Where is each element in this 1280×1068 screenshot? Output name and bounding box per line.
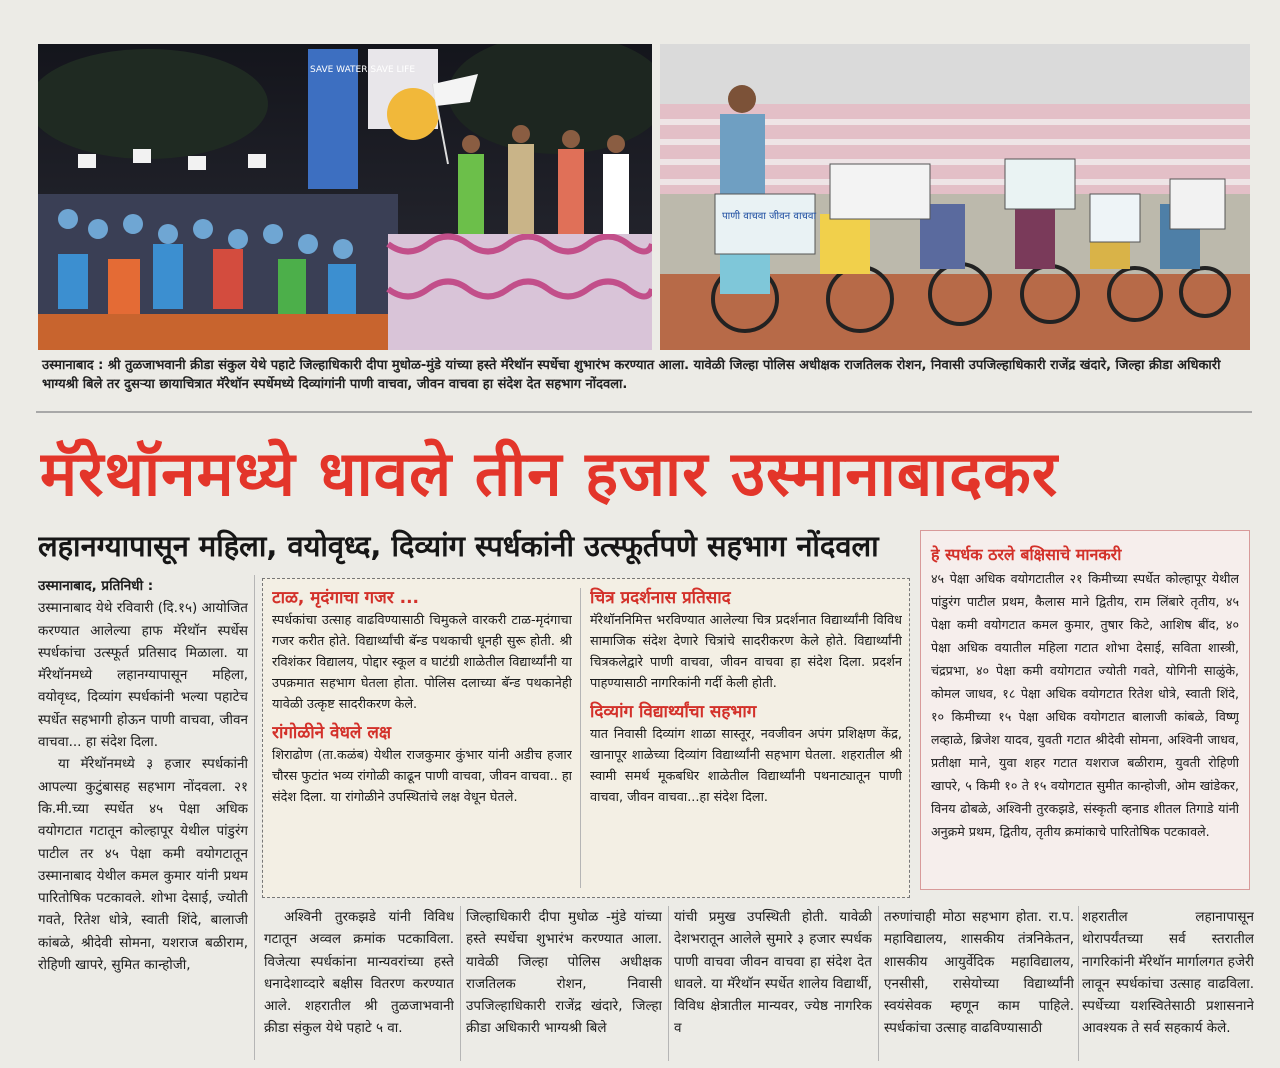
caption-text: श्री तुळजाभवानी क्रीडा संकुल येथे पहाटे जिल्हाधिकारी दीपा मुधोळ-मुंडे यांच्या हस्ते मॅरेथॉन स्पर्धेचा शुभारंभ करण्यात आला. यावेळी जिल्हा पोलिस अधीक्षक राजतिलक रोशन, निवासी उपजिल्हाधिकारी राजेंद्र खंदारे, जिल्हा क्रीडा अधिकारी भाग्यश्री बिले तर दुसऱ्या छायाचित्रात मॅरेथॉन स्पर्धेमध्ये दिव्यांगांनी पाणी वाचवा, जीवन वाचवा हा संदेश देत सहभाग नोंदवला. (42, 358, 1221, 392)
caption-place: उस्मानाबाद : (42, 358, 104, 373)
bottom-column-5 (1082, 906, 1254, 1061)
lead-paragraph-2: या मॅरेथॉनमध्ये ३ हजार स्पर्धकांनी आपल्या कुटुंबासह सहभाग नोंदवला. २१ कि.मी.च्या स्पर्धेत ४५ पेक्षा अधिक वयोगटात गटातून कोल्हापूर येथील पांडुरंग पाटील तर ४५ पेक्षा कमी वयोगटातून उस्मानाबाद येथील कमल कुमार यांनी प्रथम पारितोषिक पटकावले. शोभा देसाई, ज्योती गवते, रितेश धोत्रे, स्वाती शिंदे, बालाजी कांबळे, श्रीदेवी सोमना, यशराज बळीराम, रोहिणी खापरे, सुमित कान्होजी, (38, 756, 248, 974)
bottom-col-2-text: जिल्हाधिकारी दीपा मुधोळ -मुंडे यांच्या हस्ते स्पर्धेचा शुभारंभ करण्यात आला. यावेळी जिल्हा पोलिस अधीक्षक राजतिलक रोशन, निवासी उपजिल्हाधिकारी राजेंद्र खंदारे, जिल्हा क्रीडा अधिकारी भाग्यश्री बिले (466, 909, 662, 1037)
top-divider (36, 411, 1252, 413)
bottom-col-3-text: यांची प्रमुख उपस्थिती होती. यावेळी देशभरातून आलेले सुमारे ३ हजार स्पर्धक पाणी वाचवा जीवन वाचवा हा संदेश देत धावले. या मॅरेथॉन स्पर्धेत शालेय विद्यार्थी, विविध क्षेत्रातील मान्यवर, ज्येष्ठ नागरिक व (674, 909, 872, 1037)
box-divider (580, 588, 581, 888)
photo-divyang-participants (660, 44, 1250, 350)
bottom-column-2 (466, 906, 662, 1061)
box1-title: टाळ, मृदंगाचा गजर ... (272, 588, 419, 608)
bottom-column-1 (264, 906, 454, 1061)
subheadline: लहानग्यापासून महिला, वयोवृध्द, दिव्यांग स्पर्धकांनी उत्स्फूर्तपणे सहभाग नोंदवला (38, 529, 879, 563)
column-divider-2 (460, 906, 461, 1061)
box1-text: स्पर्धकांचा उत्साह वाढविण्यासाठी चिमुकले वारकरी टाळ-मृदंगाचा गजर करीत होते. विद्यार्थ्यांची बॅन्ड पथकाची धूनही सुरू होती. श्री रविशंकर विद्यालय, पोद्दार स्कूल व घाटंग्री शाळेतील विद्यार्थ्यांनी या उपक्रमात सहभाग घेतला होता. पोलिस दलाच्या बॅन्ड पथकानेही यावेळी उत्कृष्ट सादरीकरण केले. (272, 613, 572, 712)
bottom-column-3 (674, 906, 872, 1061)
box2-title: चित्र प्रदर्शनास प्रतिसाद (590, 588, 731, 608)
bottom-column-4 (884, 906, 1074, 1061)
photo-divyang-participants-illustration (660, 44, 1250, 350)
lead-paragraph-1: उस्मानाबाद येथे रविवारी (दि.१५) आयोजित करण्यात आलेल्या हाफ मॅरेथॉन स्पर्धेस स्पर्धकांचा उत्स्फूर्त प्रतिसाद मिळाला. या मॅरेथॉनमध्ये लहानग्यापासून महिला, वयोवृध्द, दिव्यांग स्पर्धकांनी भल्या पहाटेच स्पर्धेत सहभागी होऊन पाणी वाचवा, जीवन वाचवा... हा संदेश दिला. (38, 600, 248, 751)
box1-content (272, 586, 572, 891)
box2-content (590, 586, 902, 891)
column-divider-3 (668, 906, 669, 1061)
box2-text: मॅरेथॉननिमित्त भरविण्यात आलेल्या चित्र प्रदर्शनात विद्यार्थ्यांनी विविध सामाजिक संदेश देणारे चित्रांचे सादरीकरण केले होते. विद्यार्थ्यांनी चित्रकलेद्वारे पाणी वाचवा, जीवन वाचवा हा संदेश दिला. प्रदर्शन पाहण्यासाठी नागरिकांनी गर्दी केली होती. (590, 613, 902, 691)
box2-title2: दिव्यांग विद्यार्थ्यांचा सहभाग (590, 702, 757, 722)
winners-title: हे स्पर्धक ठरले बक्षिसाचे मानकरी (931, 545, 1122, 564)
placard-save-water: पाणी वाचवा जीवन वाचवा (722, 211, 817, 222)
column-divider-4 (878, 906, 879, 1061)
box1-text2: शिराढोण (ता.कळंब) येथील राजकुमार कुंभार यांनी अडीच हजार चौरस फुटांत भव्य रांगोळी काढून पाणी वाचवा, जीवन वाचवा.. हा संदेश दिला. या रांगोळीने उपस्थितांचे लक्ष वेधून घेतले. (272, 748, 572, 805)
box1-title2: रांगोळीने वेधले लक्ष (272, 723, 392, 743)
bottom-col-5-text: शहरातील लहानापासून थोरापर्यंतच्या सर्व स्तरातील नागरिकांनी मॅरेथॉन मार्गालगत हजेरी लावून स्पर्धकांचा उत्साह वाढविला. स्पर्धेच्या यशस्वितेसाठी प्रशासनाने आवश्यक ते सर्व सहकार्य केले. (1082, 909, 1254, 1037)
banner-save-water: SAVE WATER SAVE LIFE (310, 65, 416, 75)
bottom-col-4-text: तरुणांचाही मोठा सहभाग होता. रा.प. महाविद्यालय, शासकीय तंत्रनिकेतन, शासकीय आयुर्वेदिक महाविद्यालय, एनसीसी, रासेयोच्या विद्यार्थ्यांनी स्वयंसेवक म्हणून काम पाहिले. स्पर्धकांचा उत्साह वाढविण्यासाठी (884, 909, 1074, 1037)
lead-column (38, 575, 248, 1060)
column-divider-5 (1078, 906, 1079, 1061)
bottom-col-1-text: अश्विनी तुरकझडे यांनी विविध गटातून अव्वल क्रमांक पटकाविला. विजेत्या स्पर्धकांना मान्यवरांच्या हस्ते धनादेशाव्दारे बक्षीस वितरण करण्यात आले. शहरातील श्री तुळजाभवानी क्रीडा संकुल येथे पहाटे ५ वा. (264, 909, 454, 1037)
photo-caption (42, 356, 1252, 398)
headline: मॅरेथॉनमध्ये धावले तीन हजार उस्मानाबादकर (40, 438, 1059, 510)
winners-box (920, 530, 1250, 890)
box2-text2: यात निवासी दिव्यांग शाळा सास्तूर, नवजीवन अपंग प्रशिक्षण केंद्र, खानापूर शाळेच्या दिव्यांग विद्यार्थ्यांनी सहभाग घेतला. शहरातील श्री स्वामी समर्थ मूकबधिर शाळेतील विद्यार्थ्यांनी पथनाट्यातून पाणी वाचवा, जीवन वाचवा...हा संदेश दिला. (590, 727, 902, 805)
column-divider-1 (254, 575, 255, 1060)
photo-marathon-start (38, 44, 652, 350)
photo-marathon-start-illustration (38, 44, 652, 350)
dateline: उस्मानाबाद, प्रतिनिधी : (38, 578, 154, 594)
winners-text: ४५ पेक्षा अधिक वयोगटातील २१ किमीच्या स्पर्धेत कोल्हापूर येथील पांडुरंग पाटील प्रथम, कैलास माने द्वितीय, राम लिंबारे तृतीय, ४५ पेक्षा कमी वयोगटात कमल कुमार, तुषार किटे, आशिष बींद, ४० पेक्षा अधिक वयातील महिला गटात शोभा देसाई, सविता शास्त्री, चंद्रप्रभा, ४० पेक्षा कमी वयोगटात ज्योती गवते, योगिनी साळुंके, कोमल जाधव, १८ पेक्षा अधिक वयोगटात रितेश धोत्रे, स्वाती शिंदे, १० किमीच्या १५ पेक्षा अधिक वयोगटात बालाजी कांबळे, विष्णू लव्हाळे, ब्रिजेश यादव, युवती गटात श्रीदेवी सोमना, अश्विनी जाधव, प्रतीक्षा माने, युवा शहर गटात यशराज बळीराम, युवती रोहिणी खापरे, ५ किमी १० ते १५ वयोगटात सुमीत कान्होजी, ओम खांडेकर, विनय ढोबळे, अश्विनी तुरकझडे, संस्कृती व्हनाड शीतल तिगाडे यांनी अनुक्रमे प्रथम, द्वितीय, तृतीय क्रमांकाचे पारितोषिक पटकावले. (931, 571, 1239, 839)
